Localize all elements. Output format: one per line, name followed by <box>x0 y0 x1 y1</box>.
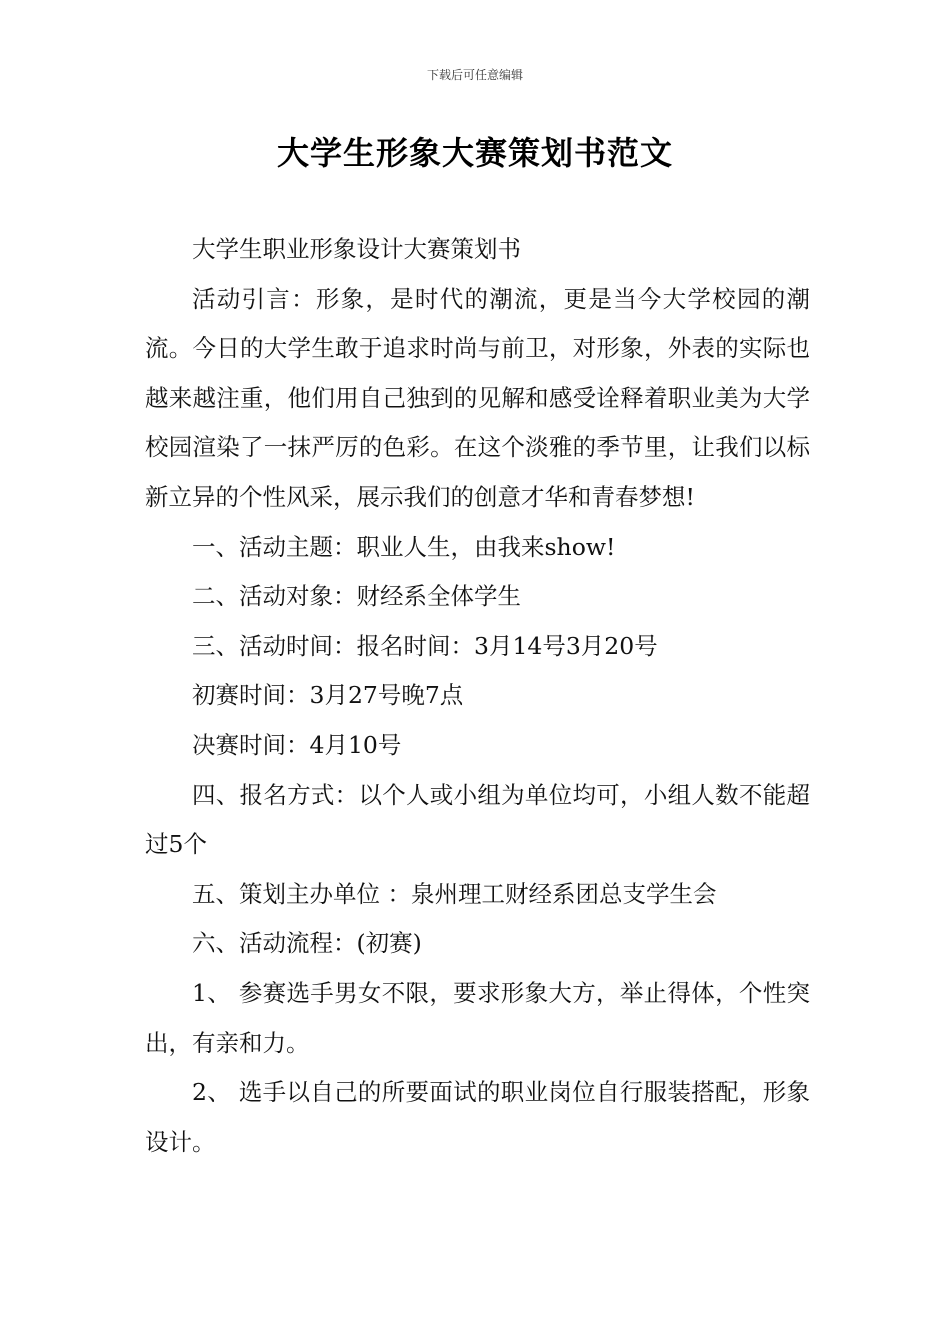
paragraph-theme: 一、活动主题：职业人生，由我来show! <box>192 532 616 561</box>
paragraph-process: 六、活动流程：(初赛) <box>192 929 422 958</box>
paragraph-preliminary-time: 初赛时间：3月27号晚7点 <box>192 681 464 710</box>
paragraph-introduction: 活动引言：形象，是时代的潮流，更是当今大学校园的潮流。今日的大学生敢于追求时尚与前卫，对形象，外表的实际也越来越注重，他们用自己独到的见解和感受诠释着职业美为大学校园渲染了一抹严厉的色彩。在这个淡雅的季节里，让我们以标新立异的个性风采，展示我们的创意才华和青春梦想! <box>145 284 810 511</box>
paragraph-time: 三、活动时间：报名时间：3月14号3月20号 <box>192 631 658 660</box>
paragraph-audience: 二、活动对象：财经系全体学生 <box>192 582 521 611</box>
paragraph-rule-1: 1、 参赛选手男女不限，要求形象大方，举止得体，个性突出，有亲和力。 <box>145 978 810 1057</box>
paragraph-organizer: 五、策划主办单位 ：泉州理工财经系团总支学生会 <box>192 879 717 908</box>
paragraph-registration: 四、报名方式：以个人或小组为单位均可，小组人数不能超过5个 <box>145 780 810 859</box>
header-note: 下载后可任意编辑 <box>426 68 523 82</box>
paragraph-subtitle: 大学生职业形象设计大赛策划书 <box>192 235 521 263</box>
document-body <box>145 225 810 1167</box>
paragraph-rule-2: 2、 选手以自己的所要面试的职业岗位自行服装搭配，形象设计。 <box>145 1078 810 1156</box>
paragraph-final-time: 决赛时间：4月10号 <box>192 730 402 759</box>
document-title: 大学生形象大赛策划书范文 <box>276 134 673 172</box>
